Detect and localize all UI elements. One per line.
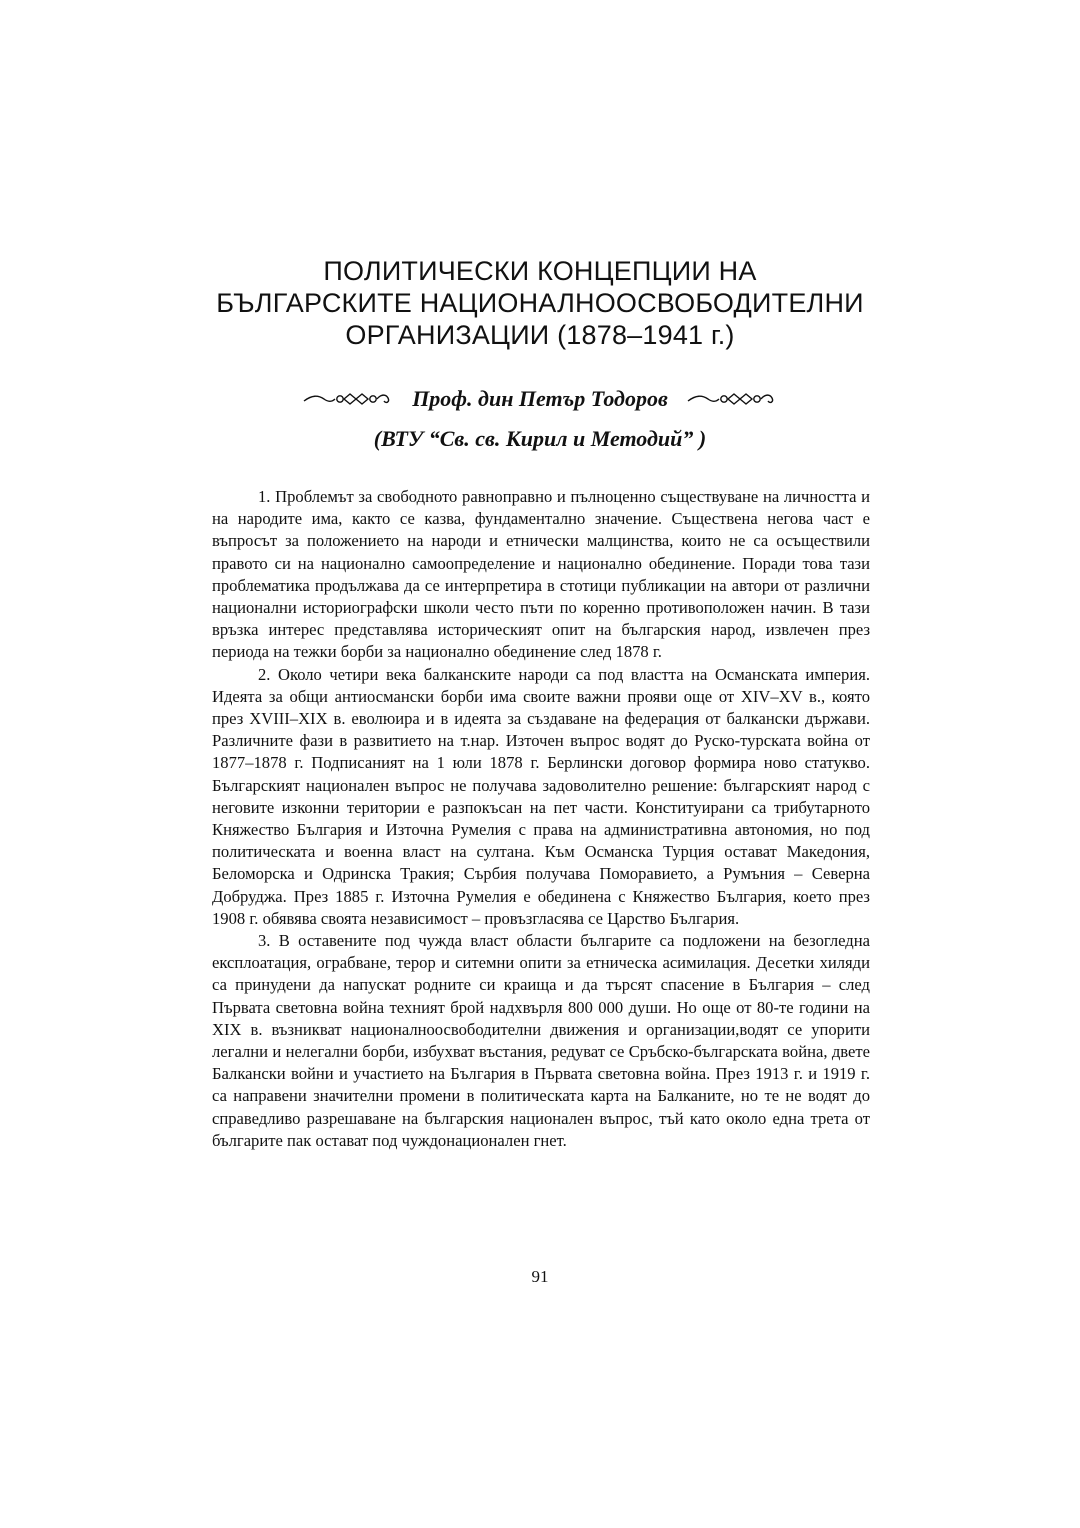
author-name: Проф. дин Петър Тодоров [412, 386, 668, 411]
page-number: 91 [531, 1267, 549, 1286]
article-body [212, 486, 870, 1152]
paragraph-3: 3. В оставените под чужда власт области българите са подложени на безогледна експлоатация, ограбване, терор и ситемни опити за етническа асимилация. Десетки хиляди са принудени да напускат родните си краища и да търсят спасение в България – след Първата световна война техният брой надхвърля 800 000 души. Но още от 80-те години на XIX в. възникват националноосвободителни движения и организации,водят се упорити легални и нелегални борби, избухват въстания, редуват се Сръбско-българската война, двете Балкански войни и участието на България в Първата световна война. През 1913 г. и 1919 г. са направени значителни промени в политическата карта на Балканите, но те не водят до справедливо разрешаване на българския национален въпрос, тъй като около една трета от българите пак остават под чуждонационален гнет. [212, 931, 870, 1150]
author-row [160, 383, 920, 415]
author-affiliation: (ВТУ “Св. св. Кирил и Методий” ) [373, 426, 707, 451]
article-title [160, 255, 920, 351]
paragraph-2: 2. Около четири века балканските народи са под властта на Османската империя. Идеята за общи антиосмански борби има своите важни прояви още от XIV–XV в., която през XVIII–XIX в. еволюира и в идеята за създаване на федерация от балкански държави. Различните фази в развитието на т.нар. Източен въпрос водят до Руско-турската война от 1877–1878 г. Подписаният на 1 юли 1878 г. Берлински договор формира ново статукво. Българският национален въпрос не получава задоволително решение: българският народ с неговите изконни територии е разпокъсан на пет части. Конституирани са трибутарното Княжество България и Източна Румелия с права на административна автономия, но под политическата и военна власт на султана. Към Османска Турция остават Македония, Беломорска и Одринска Тракия; Сърбия получава Поморавието, а Румъния – Северна Добруджа. През 1885 г. Източна Румелия е обединена с Княжество България, което през 1908 г. обявява своята независимост – провъзгласява се Царство България. [212, 664, 870, 928]
flourish-ornament-icon [686, 388, 778, 410]
flourish-ornament-icon [302, 388, 394, 410]
title-line-2: БЪЛГАРСКИТЕ НАЦИОНАЛНООСВОБОДИТЕЛНИ [216, 288, 864, 318]
paragraph-1: 1. Проблемът за свободното равноправно и пълноценно съществуване на личността и на народите има, както се казва, фундаментално значение. Съществена негова част е въпросът за положението на народи и етнически малцинства, които не са осъществили правото си на национално самоопределение и национално обединение. Поради това тази проблематика продължава да се интерпретира в стотици публикации на автори от различни национални историографски школи често пъти по коренно противоположен начин. В тази връзка интерес представлява историческият опит на българския народ, извлечен през периода на тежки борби за национално обединение след 1878 г. [212, 487, 870, 662]
title-line-1: ПОЛИТИЧЕСКИ КОНЦЕПЦИИ НА [323, 256, 757, 286]
title-line-3: ОРГАНИЗАЦИИ (1878–1941 г.) [345, 320, 735, 350]
